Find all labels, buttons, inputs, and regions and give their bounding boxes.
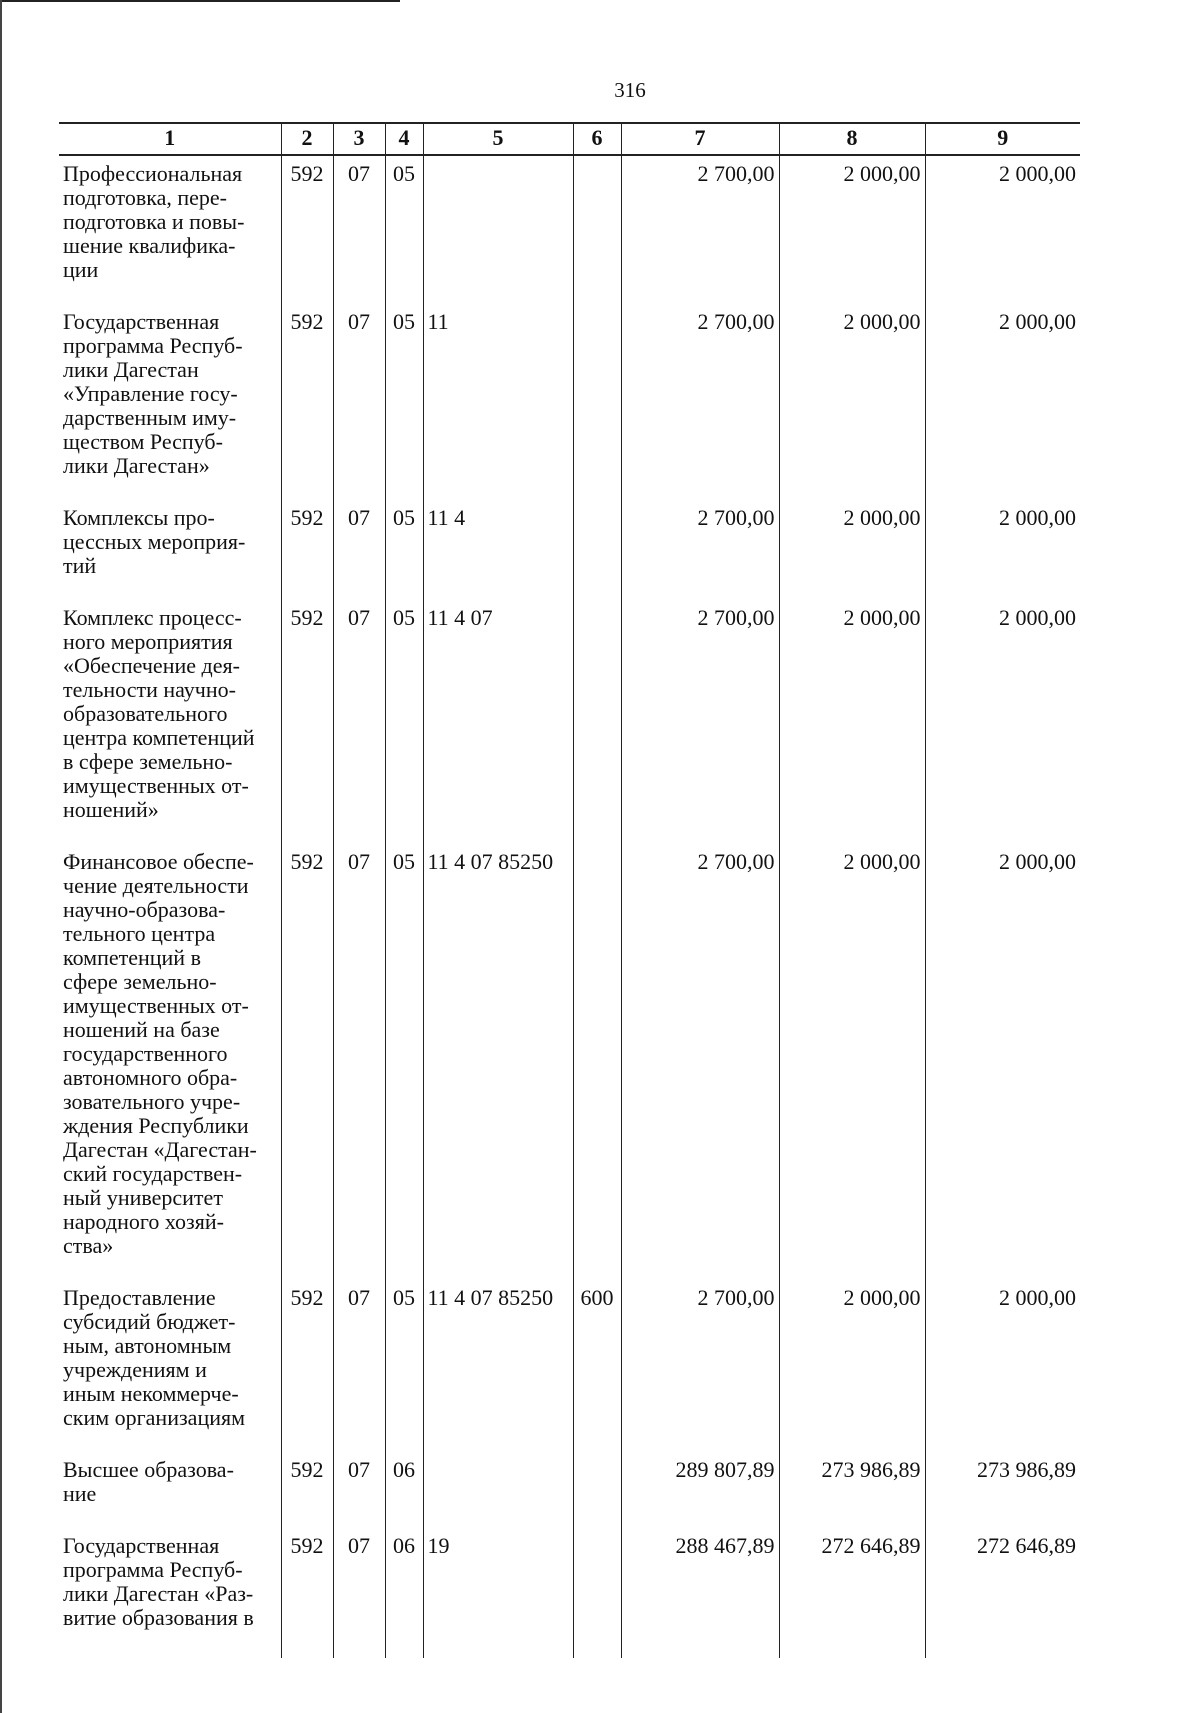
row-ministry-code: 592 xyxy=(281,1452,333,1528)
row-target-article: 11 4 07 85250 xyxy=(423,844,573,1280)
row-name-line: ществом Респуб- xyxy=(63,429,223,454)
table-row xyxy=(59,304,1080,500)
row-name-line: «Управление госу- xyxy=(63,381,238,406)
row-amount-col8: 273 986,89 xyxy=(779,1452,925,1528)
table-body xyxy=(59,155,1080,1658)
row-name-line: дарственным иму- xyxy=(63,405,237,430)
row-name-line: «Обеспечение дея- xyxy=(63,653,240,678)
row-amount-col8: 2 000,00 xyxy=(779,600,925,844)
row-amount-col8: 2 000,00 xyxy=(779,155,925,304)
row-name-line: ским организациям xyxy=(63,1405,246,1430)
row-ministry-code: 592 xyxy=(281,600,333,844)
row-name-line: зовательного учре- xyxy=(63,1089,241,1114)
row-section-code: 07 xyxy=(333,600,385,844)
row-amount-col8: 2 000,00 xyxy=(779,844,925,1280)
page-left-rule xyxy=(0,0,2,1713)
row-name-cell xyxy=(59,600,281,844)
row-name-line: ждения Республики xyxy=(63,1113,249,1138)
row-ministry-code: 592 xyxy=(281,1528,333,1658)
row-expense-type xyxy=(573,1528,621,1658)
table-row xyxy=(59,1528,1080,1658)
table-row xyxy=(59,844,1080,1280)
row-name-line: имущественных от- xyxy=(63,993,249,1018)
row-name-cell xyxy=(59,500,281,600)
row-subsection-code: 05 xyxy=(385,304,423,500)
row-amount-col9: 2 000,00 xyxy=(925,1280,1080,1452)
row-name-cell xyxy=(59,1452,281,1528)
header-col-9: 9 xyxy=(925,123,1080,155)
row-name-line: научно-образова- xyxy=(63,897,226,922)
row-target-article: 11 xyxy=(423,304,573,500)
row-amount-col9: 273 986,89 xyxy=(925,1452,1080,1528)
header-col-1: 1 xyxy=(59,123,281,155)
row-section-code: 07 xyxy=(333,304,385,500)
row-amount-col9: 2 000,00 xyxy=(925,155,1080,304)
table-row xyxy=(59,155,1080,304)
row-target-article: 11 4 07 xyxy=(423,600,573,844)
row-section-code: 07 xyxy=(333,1280,385,1452)
row-section-code: 07 xyxy=(333,844,385,1280)
row-name-line: программа Респуб- xyxy=(63,333,243,358)
row-name-line: чение деятельности xyxy=(63,873,249,898)
row-section-code: 07 xyxy=(333,155,385,304)
header-col-3: 3 xyxy=(333,123,385,155)
row-name-line: лики Дагестан» xyxy=(63,453,210,478)
row-name-line: учреждениям и xyxy=(63,1357,207,1382)
row-section-code: 07 xyxy=(333,500,385,600)
row-name-line: тельного центра xyxy=(63,921,216,946)
row-name-line: Комплексы про- xyxy=(63,505,215,530)
row-subsection-code: 05 xyxy=(385,1280,423,1452)
row-amount-col8: 2 000,00 xyxy=(779,500,925,600)
row-section-code: 07 xyxy=(333,1452,385,1528)
row-name-line: витие образования в xyxy=(63,1605,254,1630)
row-name-line: лики Дагестан «Раз- xyxy=(63,1581,254,1606)
table-header-row xyxy=(59,123,1080,155)
row-name-line: народного хозяй- xyxy=(63,1209,224,1234)
row-name-line: Предоставление xyxy=(63,1285,216,1310)
row-target-article: 11 4 07 85250 xyxy=(423,1280,573,1452)
row-name-line: ного мероприятия xyxy=(63,629,233,654)
row-amount-col9: 2 000,00 xyxy=(925,844,1080,1280)
header-col-6: 6 xyxy=(573,123,621,155)
row-expense-type xyxy=(573,500,621,600)
row-name-line: ным, автономным xyxy=(63,1333,232,1358)
row-name-line: программа Респуб- xyxy=(63,1557,243,1582)
row-amount-col7: 2 700,00 xyxy=(621,500,779,600)
row-name-line: ношений на базе xyxy=(63,1017,220,1042)
header-col-2: 2 xyxy=(281,123,333,155)
row-subsection-code: 05 xyxy=(385,500,423,600)
row-ministry-code: 592 xyxy=(281,500,333,600)
row-amount-col7: 289 807,89 xyxy=(621,1452,779,1528)
page-number: 316 xyxy=(614,78,646,102)
row-ministry-code: 592 xyxy=(281,304,333,500)
row-name-line: Государственная xyxy=(63,309,220,334)
row-amount-col7: 2 700,00 xyxy=(621,600,779,844)
row-name-line: Финансовое обеспе- xyxy=(63,849,254,874)
row-name-line: Дагестан «Дагестан- xyxy=(63,1137,257,1162)
row-name-line: образовательного xyxy=(63,701,228,726)
row-name-line: Высшее образова- xyxy=(63,1457,234,1482)
row-name-line: автономного обра- xyxy=(63,1065,238,1090)
row-ministry-code: 592 xyxy=(281,844,333,1280)
row-name-line: центра компетенций xyxy=(63,725,255,750)
row-amount-col7: 2 700,00 xyxy=(621,155,779,304)
row-name-line: цессных мероприя- xyxy=(63,529,246,554)
row-amount-col9: 2 000,00 xyxy=(925,304,1080,500)
row-amount-col7: 2 700,00 xyxy=(621,844,779,1280)
row-name-line: Комплекс процесс- xyxy=(63,605,242,630)
row-expense-type xyxy=(573,600,621,844)
row-expense-type xyxy=(573,304,621,500)
row-name-line: имущественных от- xyxy=(63,773,249,798)
row-name-line: компетенций в xyxy=(63,945,201,970)
row-name-line: субсидий бюджет- xyxy=(63,1309,236,1334)
row-name-line: лики Дагестан xyxy=(63,357,199,382)
row-name-line: шение квалифика- xyxy=(63,233,236,258)
row-target-article xyxy=(423,1452,573,1528)
table-row xyxy=(59,600,1080,844)
row-name-line: ства» xyxy=(63,1233,114,1258)
row-name-line: Государственная xyxy=(63,1533,220,1558)
row-section-code: 07 xyxy=(333,1528,385,1658)
row-name-line: ский государствен- xyxy=(63,1161,243,1186)
row-amount-col8: 272 646,89 xyxy=(779,1528,925,1658)
row-name-line: Профессиональная xyxy=(63,161,243,186)
row-amount-col9: 272 646,89 xyxy=(925,1528,1080,1658)
header-col-8: 8 xyxy=(779,123,925,155)
row-name-line: иным некоммерче- xyxy=(63,1381,239,1406)
row-amount-col8: 2 000,00 xyxy=(779,304,925,500)
row-name-line: ный университет xyxy=(63,1185,223,1210)
row-amount-col8: 2 000,00 xyxy=(779,1280,925,1452)
row-amount-col7: 2 700,00 xyxy=(621,1280,779,1452)
row-name-line: тельности научно- xyxy=(63,677,236,702)
row-name-cell xyxy=(59,155,281,304)
row-name-cell xyxy=(59,1528,281,1658)
row-subsection-code: 06 xyxy=(385,1452,423,1528)
page-top-rule xyxy=(0,0,400,2)
table-row xyxy=(59,500,1080,600)
row-name-cell xyxy=(59,1280,281,1452)
header-col-5: 5 xyxy=(423,123,573,155)
row-name-line: ции xyxy=(63,257,99,282)
row-amount-col7: 2 700,00 xyxy=(621,304,779,500)
row-name-line: тий xyxy=(63,553,97,578)
row-target-article: 11 4 xyxy=(423,500,573,600)
row-ministry-code: 592 xyxy=(281,1280,333,1452)
row-amount-col9: 2 000,00 xyxy=(925,500,1080,600)
row-name-line: государственного xyxy=(63,1041,228,1066)
row-subsection-code: 06 xyxy=(385,1528,423,1658)
row-amount-col9: 2 000,00 xyxy=(925,600,1080,844)
row-target-article xyxy=(423,155,573,304)
row-subsection-code: 05 xyxy=(385,844,423,1280)
row-name-line: подготовка и повы- xyxy=(63,209,245,234)
row-name-line: ние xyxy=(63,1481,97,1506)
row-name-line: ношений» xyxy=(63,797,159,822)
row-expense-type xyxy=(573,1452,621,1528)
row-amount-col7: 288 467,89 xyxy=(621,1528,779,1658)
row-subsection-code: 05 xyxy=(385,155,423,304)
budget-table xyxy=(59,122,1080,1658)
row-expense-type xyxy=(573,844,621,1280)
row-name-line: подготовка, пере- xyxy=(63,185,227,210)
row-name-cell xyxy=(59,304,281,500)
row-name-line: сфере земельно- xyxy=(63,969,217,994)
table-row xyxy=(59,1452,1080,1528)
table-row xyxy=(59,1280,1080,1452)
row-expense-type xyxy=(573,155,621,304)
row-subsection-code: 05 xyxy=(385,600,423,844)
row-target-article: 19 xyxy=(423,1528,573,1658)
header-col-7: 7 xyxy=(621,123,779,155)
row-ministry-code: 592 xyxy=(281,155,333,304)
row-expense-type: 600 xyxy=(573,1280,621,1452)
row-name-cell xyxy=(59,844,281,1280)
row-name-line: в сфере земельно- xyxy=(63,749,233,774)
header-col-4: 4 xyxy=(385,123,423,155)
